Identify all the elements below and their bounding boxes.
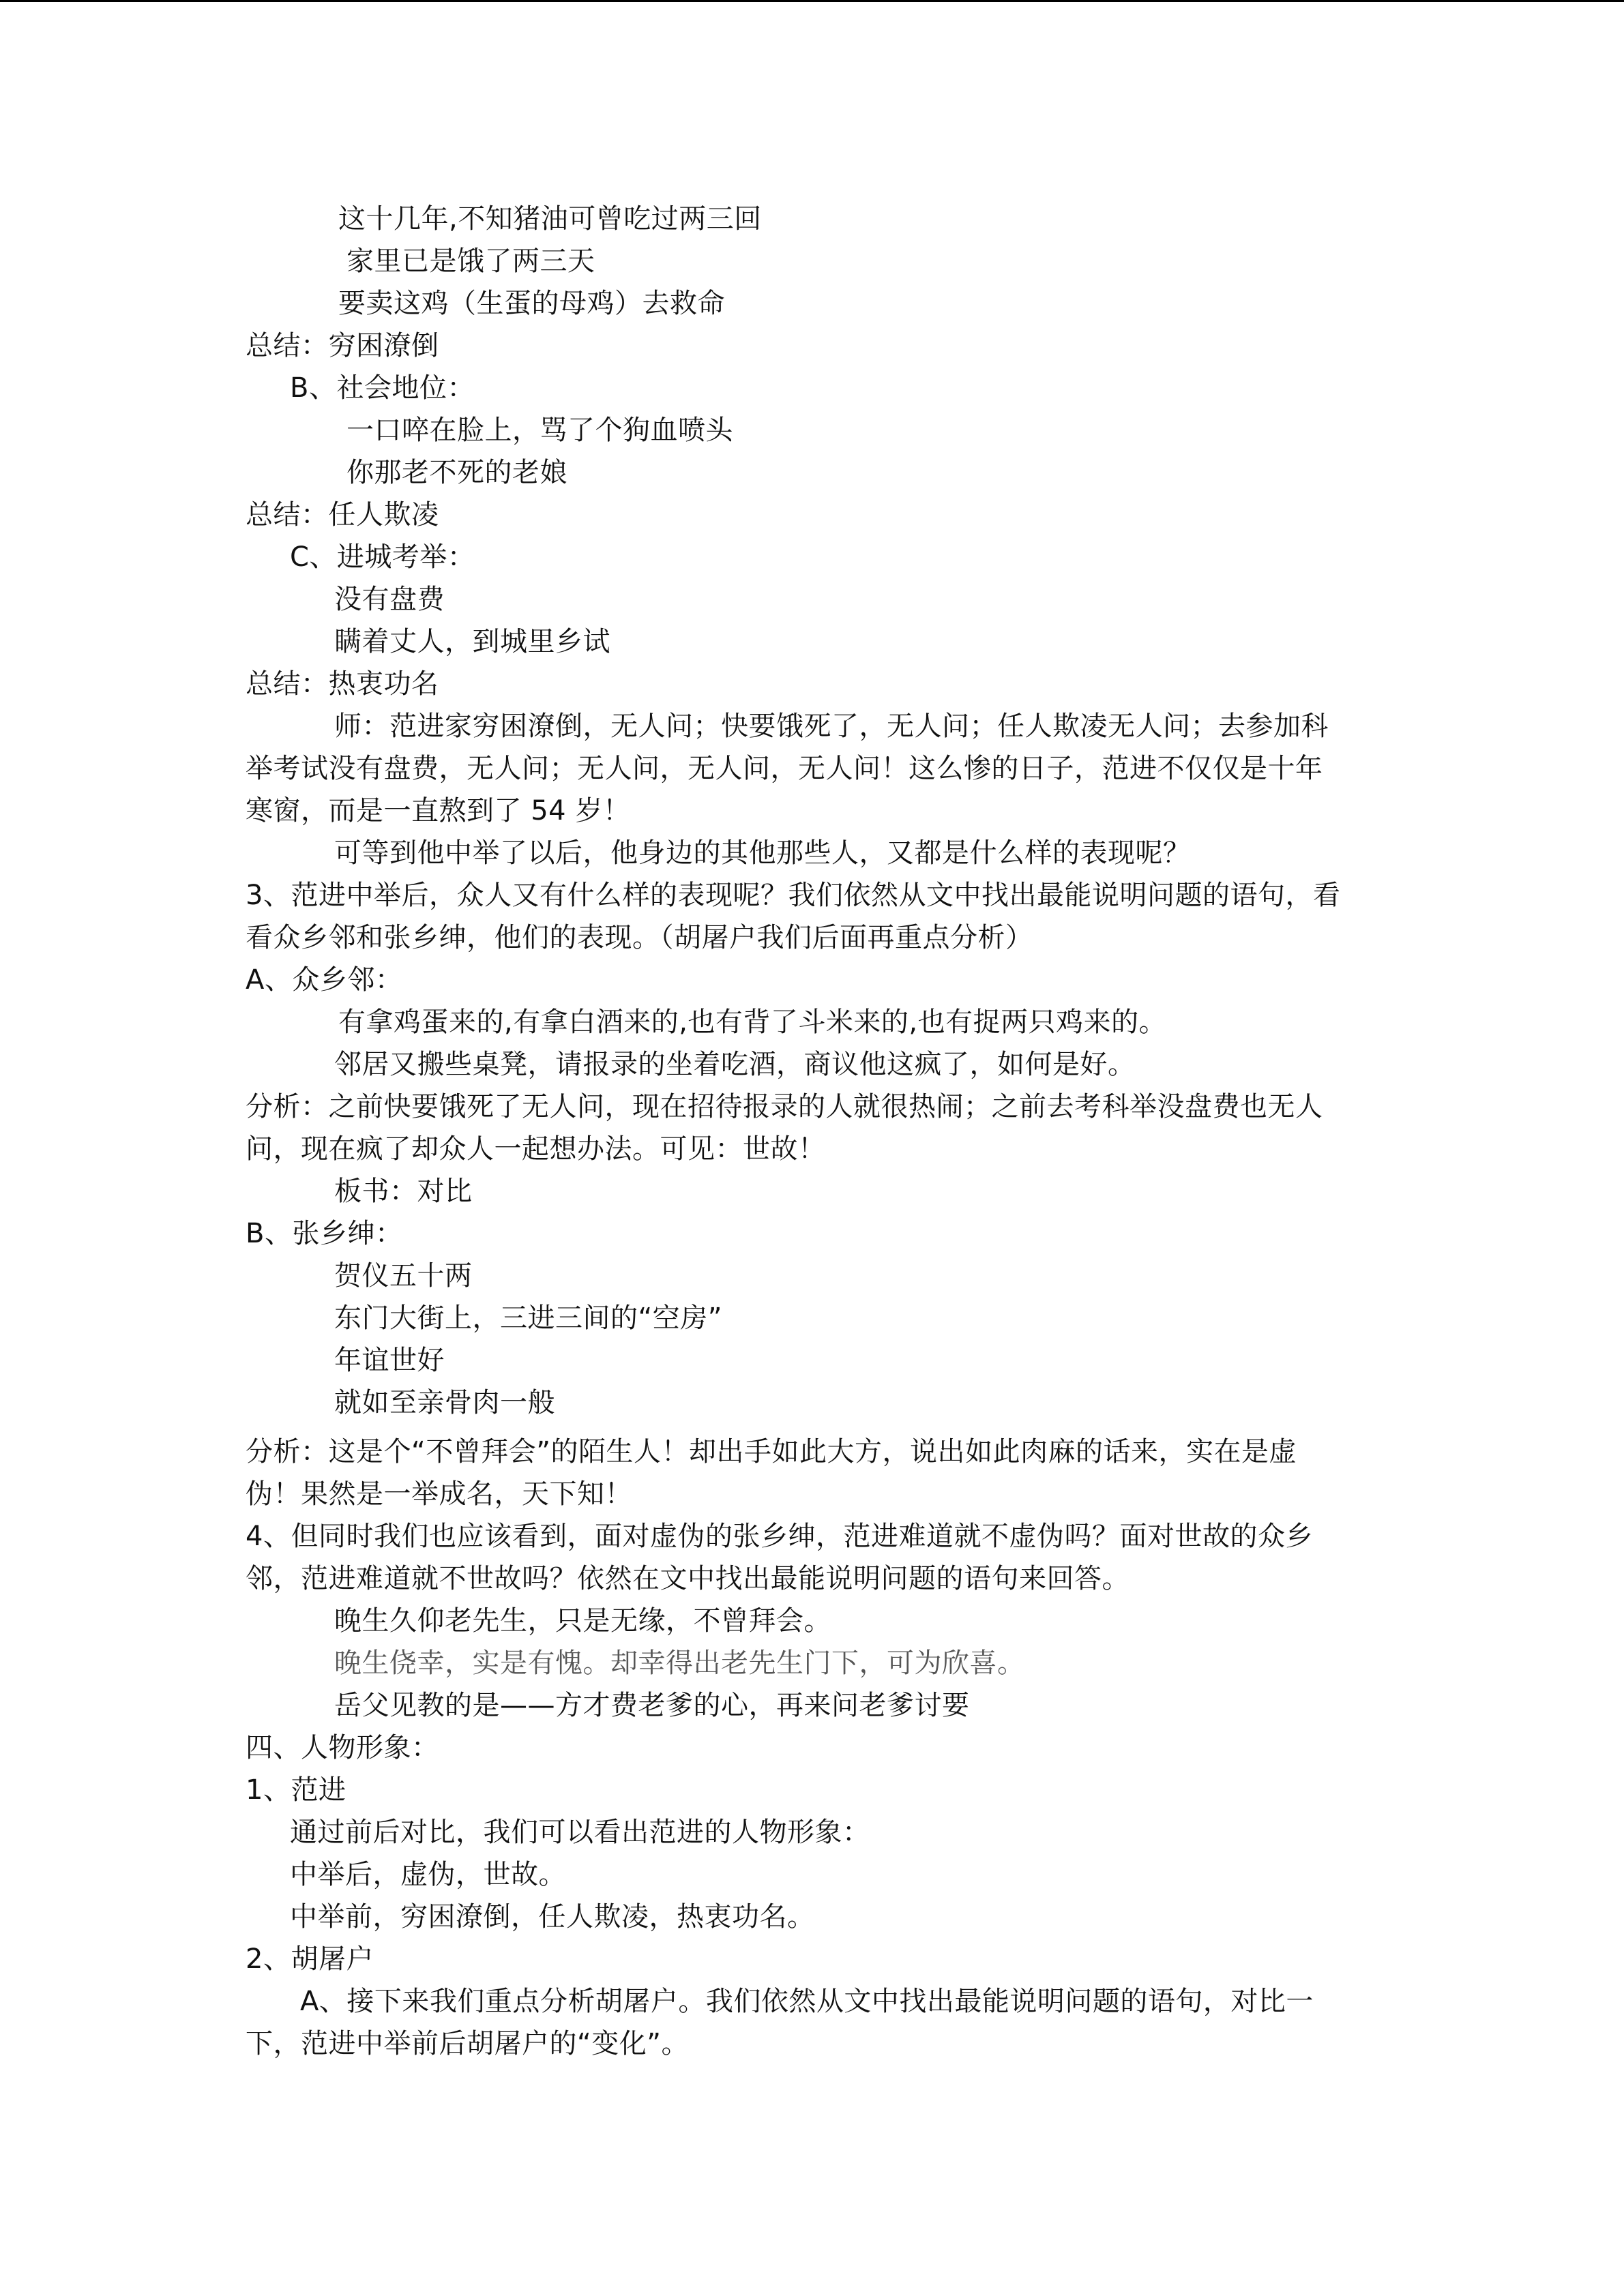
text-line: 2、胡屠户: [246, 1943, 374, 1975]
text-line: 1、范进: [246, 1774, 346, 1806]
text-line: 伪！果然是一举成名，天下知！: [246, 1478, 632, 1510]
text-line: 分析：这是个“不曾拜会”的陌生人！却出手如此大方，说出如此肉麻的话来，实在是虚: [246, 1436, 1297, 1467]
text-line: 就如至亲骨肉一般: [334, 1387, 555, 1418]
text-line: 年谊世好: [334, 1345, 445, 1376]
text-line: 通过前后对比，我们可以看出范进的人物形象：: [290, 1817, 870, 1848]
text-line: 没有盘费: [334, 584, 445, 615]
text-line: 可等到他中举了以后，他身边的其他那些人，又都是什么样的表现呢？: [334, 837, 1191, 869]
text-line: 邻居又搬些桌凳，请报录的坐着吃酒，商议他这疯了，如何是好。: [334, 1049, 1136, 1080]
text-line: 你那老不死的老娘: [346, 457, 567, 488]
text-line: 岳父见教的是——方才费老爹的心，再来问老爹讨要: [334, 1690, 970, 1721]
text-line: 4、但同时我们也应该看到，面对虚伪的张乡绅，范进难道就不虚伪吗？面对世故的众乡: [246, 1521, 1313, 1552]
text-line: 中举后，虚伪，世故。: [290, 1859, 566, 1890]
text-line: 一口啐在脸上，骂了个狗血喷头: [346, 415, 733, 446]
text-line: 师：范进家穷困潦倒，无人问；快要饿死了，无人问；任人欺凌无人问；去参加科: [334, 711, 1329, 742]
text-line: 总结：穷困潦倒: [246, 330, 439, 361]
text-line: 总结：任人欺凌: [246, 499, 439, 531]
text-line: 举考试没有盘费，无人问；无人问，无人问，无人问！这么惨的日子，范进不仅仅是十年: [246, 753, 1323, 784]
text-line: B、社会地位：: [290, 372, 475, 404]
text-line: 邻，范进难道就不世故吗？依然在文中找出最能说明问题的语句来回答。: [246, 1563, 1130, 1594]
text-line: 家里已是饿了两三天: [346, 245, 595, 277]
text-line: 四、人物形象：: [246, 1732, 439, 1763]
text-line: 东门大街上，三进三间的“空房”: [334, 1302, 722, 1334]
text-line: 总结：热衷功名: [246, 668, 439, 700]
text-line: 贺仪五十两: [334, 1260, 473, 1292]
text-line: 分析：之前快要饿死了无人问，现在招待报录的人就很热闹；之前去考科举没盘费也无人: [246, 1091, 1323, 1122]
text-line: C、进城考举：: [290, 541, 475, 573]
text-line: 晚生侥幸，实是有愧。却幸得出老先生门下，可为欣喜。: [334, 1648, 1025, 1679]
text-line: 有拿鸡蛋来的,有拿白酒来的,也有背了斗米来的,也有捉两只鸡来的。: [338, 1007, 1167, 1038]
text-line: 板书：对比: [334, 1176, 473, 1207]
text-line: 寒窗，而是一直熬到了 54 岁！: [246, 795, 631, 826]
text-line: 瞒着丈人，到城里乡试: [334, 626, 610, 657]
text-line: 晚生久仰老先生，只是无缘，不曾拜会。: [334, 1605, 831, 1637]
text-line: A、接下来我们重点分析胡屠户。我们依然从文中找出最能说明问题的语句，对比一: [300, 1986, 1314, 2017]
text-line: 3、范进中举后，众人又有什么样的表现呢？我们依然从文中找出最能说明问题的语句，看: [246, 880, 1341, 911]
text-line: 看众乡邻和张乡绅，他们的表现。（胡屠户我们后面再重点分析）: [246, 922, 1033, 953]
text-line: 下，范进中举前后胡屠户的“变化”。: [246, 2028, 689, 2059]
text-line: 中举前，穷困潦倒，任人欺凌，热衷功名。: [290, 1901, 815, 1933]
text-line: 问，现在疯了却众人一起想办法。可见：世故！: [246, 1133, 826, 1165]
text-line: 要卖这鸡（生蛋的母鸡）去救命: [338, 288, 725, 319]
text-line: B、张乡绅：: [246, 1218, 403, 1249]
text-line: A、众乡邻：: [246, 964, 403, 996]
text-line: 这十几年,不知猪油可曾吃过两三回: [338, 203, 762, 235]
